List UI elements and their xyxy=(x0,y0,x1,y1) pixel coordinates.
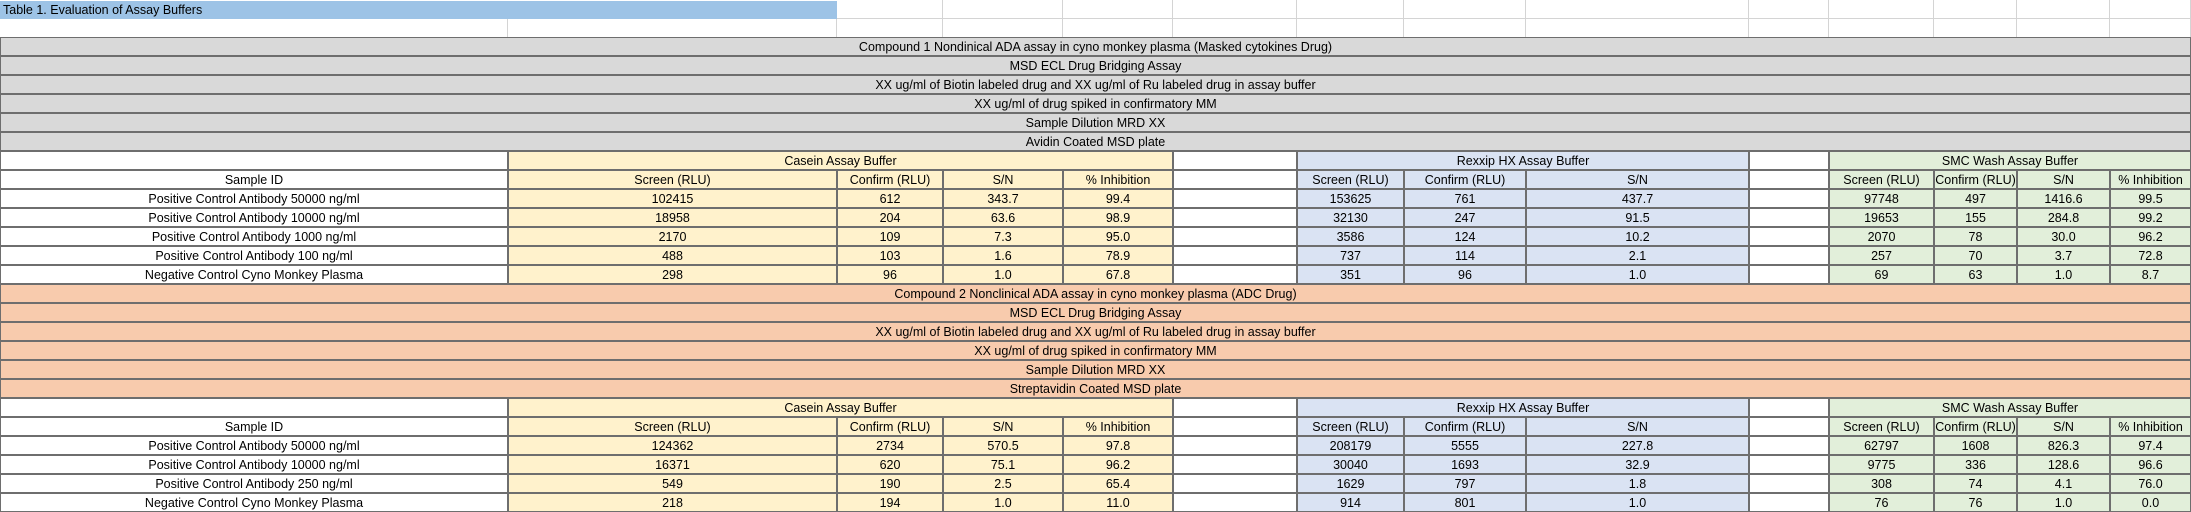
section-banner[interactable]: XX ug/ml of drug spiked in confirmatory MM xyxy=(0,341,2191,360)
value-cell[interactable]: 11.0 xyxy=(1063,493,1173,512)
value-cell[interactable]: 257 xyxy=(1829,246,1934,265)
value-cell[interactable]: 70 xyxy=(1934,246,2017,265)
spacer-cell[interactable] xyxy=(1749,170,1829,189)
spacer-cell[interactable] xyxy=(1173,208,1297,227)
section-banner[interactable]: Sample Dilution MRD XX xyxy=(0,360,2191,379)
column-header[interactable]: S/N xyxy=(943,417,1063,436)
empty-cell[interactable] xyxy=(2017,19,2110,38)
value-cell[interactable]: 72.8 xyxy=(2110,246,2191,265)
column-header[interactable]: Sample ID xyxy=(0,170,508,189)
column-header[interactable]: S/N xyxy=(2017,170,2110,189)
value-cell[interactable]: 103 xyxy=(837,246,943,265)
column-header[interactable]: % Inhibition xyxy=(2110,170,2191,189)
value-cell[interactable]: 19653 xyxy=(1829,208,1934,227)
value-cell[interactable]: 10.2 xyxy=(1526,227,1749,246)
buffer-group-header[interactable]: Casein Assay Buffer xyxy=(508,398,1173,417)
value-cell[interactable]: 96 xyxy=(1404,265,1526,284)
value-cell[interactable]: 190 xyxy=(837,474,943,493)
value-cell[interactable]: 1.6 xyxy=(943,246,1063,265)
spacer-cell[interactable] xyxy=(1173,436,1297,455)
column-header[interactable]: Screen (RLU) xyxy=(1297,170,1404,189)
empty-cell[interactable] xyxy=(1829,19,1934,38)
spacer-cell[interactable] xyxy=(1749,417,1829,436)
value-cell[interactable]: 7.3 xyxy=(943,227,1063,246)
column-header[interactable]: Confirm (RLU) xyxy=(1934,417,2017,436)
empty-cell[interactable] xyxy=(943,19,1063,38)
value-cell[interactable]: 5555 xyxy=(1404,436,1526,455)
value-cell[interactable]: 76 xyxy=(1829,493,1934,512)
value-cell[interactable]: 1.0 xyxy=(943,265,1063,284)
spacer-cell[interactable] xyxy=(1749,227,1829,246)
sample-id-cell[interactable]: Positive Control Antibody 50000 ng/ml xyxy=(0,189,508,208)
sample-id-cell[interactable]: Negative Control Cyno Monkey Plasma xyxy=(0,265,508,284)
value-cell[interactable]: 78 xyxy=(1934,227,2017,246)
column-header[interactable]: S/N xyxy=(943,170,1063,189)
value-cell[interactable]: 96.2 xyxy=(2110,227,2191,246)
spacer-cell[interactable] xyxy=(1173,151,1297,170)
value-cell[interactable]: 620 xyxy=(837,455,943,474)
spacer-cell[interactable] xyxy=(1173,455,1297,474)
value-cell[interactable]: 737 xyxy=(1297,246,1404,265)
sample-id-cell[interactable]: Positive Control Antibody 1000 ng/ml xyxy=(0,227,508,246)
section-banner[interactable]: Sample Dilution MRD XX xyxy=(0,113,2191,132)
value-cell[interactable]: 32.9 xyxy=(1526,455,1749,474)
empty-cell[interactable] xyxy=(1297,19,1404,38)
buffer-group-header[interactable]: Rexxip HX Assay Buffer xyxy=(1297,398,1749,417)
empty-cell[interactable] xyxy=(1526,19,1749,38)
value-cell[interactable]: 16371 xyxy=(508,455,837,474)
value-cell[interactable]: 284.8 xyxy=(2017,208,2110,227)
column-header[interactable]: Confirm (RLU) xyxy=(1404,417,1526,436)
empty-cell[interactable] xyxy=(0,19,508,38)
spacer-cell[interactable] xyxy=(1173,189,1297,208)
column-header[interactable]: S/N xyxy=(1526,417,1749,436)
empty-cell[interactable] xyxy=(943,0,1063,19)
value-cell[interactable]: 2070 xyxy=(1829,227,1934,246)
value-cell[interactable]: 336 xyxy=(1934,455,2017,474)
spacer-cell[interactable] xyxy=(1749,455,1829,474)
empty-cell[interactable] xyxy=(1404,19,1526,38)
empty-cell[interactable] xyxy=(2110,0,2191,19)
value-cell[interactable]: 1416.6 xyxy=(2017,189,2110,208)
empty-cell[interactable] xyxy=(1526,0,1749,19)
empty-cell[interactable] xyxy=(2017,0,2110,19)
empty-cell[interactable] xyxy=(1749,0,1829,19)
value-cell[interactable]: 109 xyxy=(837,227,943,246)
column-header[interactable]: % Inhibition xyxy=(2110,417,2191,436)
value-cell[interactable]: 99.5 xyxy=(2110,189,2191,208)
value-cell[interactable]: 1608 xyxy=(1934,436,2017,455)
empty-cell[interactable] xyxy=(0,151,508,170)
value-cell[interactable]: 30040 xyxy=(1297,455,1404,474)
empty-cell[interactable] xyxy=(837,19,943,38)
section-banner[interactable]: XX ug/ml of Biotin labeled drug and XX ug/ml of Ru labeled drug in assay buffer xyxy=(0,322,2191,341)
value-cell[interactable]: 114 xyxy=(1404,246,1526,265)
column-header[interactable]: S/N xyxy=(1526,170,1749,189)
sample-id-cell[interactable]: Positive Control Antibody 10000 ng/ml xyxy=(0,208,508,227)
column-header[interactable]: Screen (RLU) xyxy=(1297,417,1404,436)
value-cell[interactable]: 1.0 xyxy=(1526,265,1749,284)
value-cell[interactable]: 488 xyxy=(508,246,837,265)
value-cell[interactable]: 96.2 xyxy=(1063,455,1173,474)
value-cell[interactable]: 99.4 xyxy=(1063,189,1173,208)
column-header[interactable]: % Inhibition xyxy=(1063,417,1173,436)
column-header[interactable]: Confirm (RLU) xyxy=(1404,170,1526,189)
value-cell[interactable]: 343.7 xyxy=(943,189,1063,208)
value-cell[interactable]: 4.1 xyxy=(2017,474,2110,493)
spacer-cell[interactable] xyxy=(1173,170,1297,189)
value-cell[interactable]: 0.0 xyxy=(2110,493,2191,512)
empty-cell[interactable] xyxy=(1749,19,1829,38)
value-cell[interactable]: 826.3 xyxy=(2017,436,2110,455)
spacer-cell[interactable] xyxy=(1173,246,1297,265)
column-header[interactable]: Screen (RLU) xyxy=(1829,417,1934,436)
section-banner[interactable]: Streptavidin Coated MSD plate xyxy=(0,379,2191,398)
value-cell[interactable]: 298 xyxy=(508,265,837,284)
value-cell[interactable]: 570.5 xyxy=(943,436,1063,455)
buffer-group-header[interactable]: Casein Assay Buffer xyxy=(508,151,1173,170)
value-cell[interactable]: 95.0 xyxy=(1063,227,1173,246)
sample-id-cell[interactable]: Negative Control Cyno Monkey Plasma xyxy=(0,493,508,512)
spacer-cell[interactable] xyxy=(1749,246,1829,265)
value-cell[interactable]: 62797 xyxy=(1829,436,1934,455)
empty-cell[interactable] xyxy=(1297,0,1404,19)
empty-cell[interactable] xyxy=(1063,0,1173,19)
spacer-cell[interactable] xyxy=(1173,493,1297,512)
buffer-group-header[interactable]: Rexxip HX Assay Buffer xyxy=(1297,151,1749,170)
value-cell[interactable]: 65.4 xyxy=(1063,474,1173,493)
value-cell[interactable]: 3.7 xyxy=(2017,246,2110,265)
value-cell[interactable]: 76 xyxy=(1934,493,2017,512)
empty-cell[interactable] xyxy=(0,398,508,417)
table-title[interactable]: Table 1. Evaluation of Assay Buffers xyxy=(0,1,837,19)
value-cell[interactable]: 74 xyxy=(1934,474,2017,493)
value-cell[interactable]: 96 xyxy=(837,265,943,284)
section-banner[interactable]: XX ug/ml of Biotin labeled drug and XX ug/ml of Ru labeled drug in assay buffer xyxy=(0,75,2191,94)
buffer-group-header[interactable]: SMC Wash Assay Buffer xyxy=(1829,398,2191,417)
column-header[interactable]: Screen (RLU) xyxy=(508,417,837,436)
value-cell[interactable]: 8.7 xyxy=(2110,265,2191,284)
value-cell[interactable]: 2170 xyxy=(508,227,837,246)
value-cell[interactable]: 612 xyxy=(837,189,943,208)
value-cell[interactable]: 204 xyxy=(837,208,943,227)
value-cell[interactable]: 128.6 xyxy=(2017,455,2110,474)
empty-cell[interactable] xyxy=(1934,19,2017,38)
value-cell[interactable]: 1.0 xyxy=(1526,493,1749,512)
spacer-cell[interactable] xyxy=(1173,417,1297,436)
value-cell[interactable]: 98.9 xyxy=(1063,208,1173,227)
value-cell[interactable]: 761 xyxy=(1404,189,1526,208)
value-cell[interactable]: 227.8 xyxy=(1526,436,1749,455)
sample-id-cell[interactable]: Positive Control Antibody 100 ng/ml xyxy=(0,246,508,265)
spacer-cell[interactable] xyxy=(1749,189,1829,208)
section-banner[interactable]: Compound 1 Nondinical ADA assay in cyno monkey plasma (Masked cytokines Drug) xyxy=(0,37,2191,56)
value-cell[interactable]: 67.8 xyxy=(1063,265,1173,284)
value-cell[interactable]: 78.9 xyxy=(1063,246,1173,265)
value-cell[interactable]: 2.1 xyxy=(1526,246,1749,265)
sample-id-cell[interactable]: Positive Control Antibody 10000 ng/ml xyxy=(0,455,508,474)
value-cell[interactable]: 208179 xyxy=(1297,436,1404,455)
value-cell[interactable]: 914 xyxy=(1297,493,1404,512)
value-cell[interactable]: 99.2 xyxy=(2110,208,2191,227)
value-cell[interactable]: 2734 xyxy=(837,436,943,455)
value-cell[interactable]: 1.0 xyxy=(943,493,1063,512)
value-cell[interactable]: 97748 xyxy=(1829,189,1934,208)
sample-id-cell[interactable]: Positive Control Antibody 250 ng/ml xyxy=(0,474,508,493)
value-cell[interactable]: 801 xyxy=(1404,493,1526,512)
value-cell[interactable]: 1.0 xyxy=(2017,493,2110,512)
spacer-cell[interactable] xyxy=(1749,398,1829,417)
value-cell[interactable]: 18958 xyxy=(508,208,837,227)
value-cell[interactable]: 1693 xyxy=(1404,455,1526,474)
value-cell[interactable]: 124 xyxy=(1404,227,1526,246)
spacer-cell[interactable] xyxy=(1749,265,1829,284)
value-cell[interactable]: 218 xyxy=(508,493,837,512)
value-cell[interactable]: 1.0 xyxy=(2017,265,2110,284)
empty-cell[interactable] xyxy=(1404,0,1526,19)
sample-id-cell[interactable]: Positive Control Antibody 50000 ng/ml xyxy=(0,436,508,455)
value-cell[interactable]: 3586 xyxy=(1297,227,1404,246)
buffer-group-header[interactable]: SMC Wash Assay Buffer xyxy=(1829,151,2191,170)
value-cell[interactable]: 9775 xyxy=(1829,455,1934,474)
empty-cell[interactable] xyxy=(508,19,837,38)
value-cell[interactable]: 1.8 xyxy=(1526,474,1749,493)
empty-cell[interactable] xyxy=(2110,19,2191,38)
value-cell[interactable]: 549 xyxy=(508,474,837,493)
column-header[interactable]: Sample ID xyxy=(0,417,508,436)
value-cell[interactable]: 76.0 xyxy=(2110,474,2191,493)
value-cell[interactable]: 194 xyxy=(837,493,943,512)
value-cell[interactable]: 153625 xyxy=(1297,189,1404,208)
value-cell[interactable]: 63.6 xyxy=(943,208,1063,227)
spacer-cell[interactable] xyxy=(1749,436,1829,455)
value-cell[interactable]: 102415 xyxy=(508,189,837,208)
column-header[interactable]: S/N xyxy=(2017,417,2110,436)
section-banner[interactable]: MSD ECL Drug Bridging Assay xyxy=(0,303,2191,322)
value-cell[interactable]: 97.8 xyxy=(1063,436,1173,455)
spacer-cell[interactable] xyxy=(1749,474,1829,493)
spacer-cell[interactable] xyxy=(1749,493,1829,512)
column-header[interactable]: % Inhibition xyxy=(1063,170,1173,189)
spacer-cell[interactable] xyxy=(1749,208,1829,227)
spacer-cell[interactable] xyxy=(1173,265,1297,284)
empty-cell[interactable] xyxy=(1934,0,2017,19)
value-cell[interactable]: 797 xyxy=(1404,474,1526,493)
value-cell[interactable]: 96.6 xyxy=(2110,455,2191,474)
section-banner[interactable]: MSD ECL Drug Bridging Assay xyxy=(0,56,2191,75)
empty-cell[interactable] xyxy=(1173,0,1297,19)
value-cell[interactable]: 32130 xyxy=(1297,208,1404,227)
spacer-cell[interactable] xyxy=(1749,151,1829,170)
empty-cell[interactable] xyxy=(1829,0,1934,19)
value-cell[interactable]: 155 xyxy=(1934,208,2017,227)
value-cell[interactable]: 69 xyxy=(1829,265,1934,284)
value-cell[interactable]: 124362 xyxy=(508,436,837,455)
value-cell[interactable]: 247 xyxy=(1404,208,1526,227)
value-cell[interactable]: 351 xyxy=(1297,265,1404,284)
value-cell[interactable]: 91.5 xyxy=(1526,208,1749,227)
empty-cell[interactable] xyxy=(1063,19,1173,38)
value-cell[interactable]: 437.7 xyxy=(1526,189,1749,208)
column-header[interactable]: Screen (RLU) xyxy=(1829,170,1934,189)
value-cell[interactable]: 63 xyxy=(1934,265,2017,284)
value-cell[interactable]: 1629 xyxy=(1297,474,1404,493)
value-cell[interactable]: 308 xyxy=(1829,474,1934,493)
value-cell[interactable]: 497 xyxy=(1934,189,2017,208)
section-banner[interactable]: Compound 2 Nonclinical ADA assay in cyno monkey plasma (ADC Drug) xyxy=(0,284,2191,303)
spacer-cell[interactable] xyxy=(1173,398,1297,417)
value-cell[interactable]: 97.4 xyxy=(2110,436,2191,455)
column-header[interactable]: Confirm (RLU) xyxy=(837,417,943,436)
section-banner[interactable]: Avidin Coated MSD plate xyxy=(0,132,2191,151)
spacer-cell[interactable] xyxy=(1173,474,1297,493)
column-header[interactable]: Confirm (RLU) xyxy=(1934,170,2017,189)
column-header[interactable]: Confirm (RLU) xyxy=(837,170,943,189)
column-header[interactable]: Screen (RLU) xyxy=(508,170,837,189)
section-banner[interactable]: XX ug/ml of drug spiked in confirmatory MM xyxy=(0,94,2191,113)
value-cell[interactable]: 30.0 xyxy=(2017,227,2110,246)
spacer-cell[interactable] xyxy=(1173,227,1297,246)
value-cell[interactable]: 2.5 xyxy=(943,474,1063,493)
empty-cell[interactable] xyxy=(837,0,943,19)
empty-cell[interactable] xyxy=(1173,19,1297,38)
value-cell[interactable]: 75.1 xyxy=(943,455,1063,474)
